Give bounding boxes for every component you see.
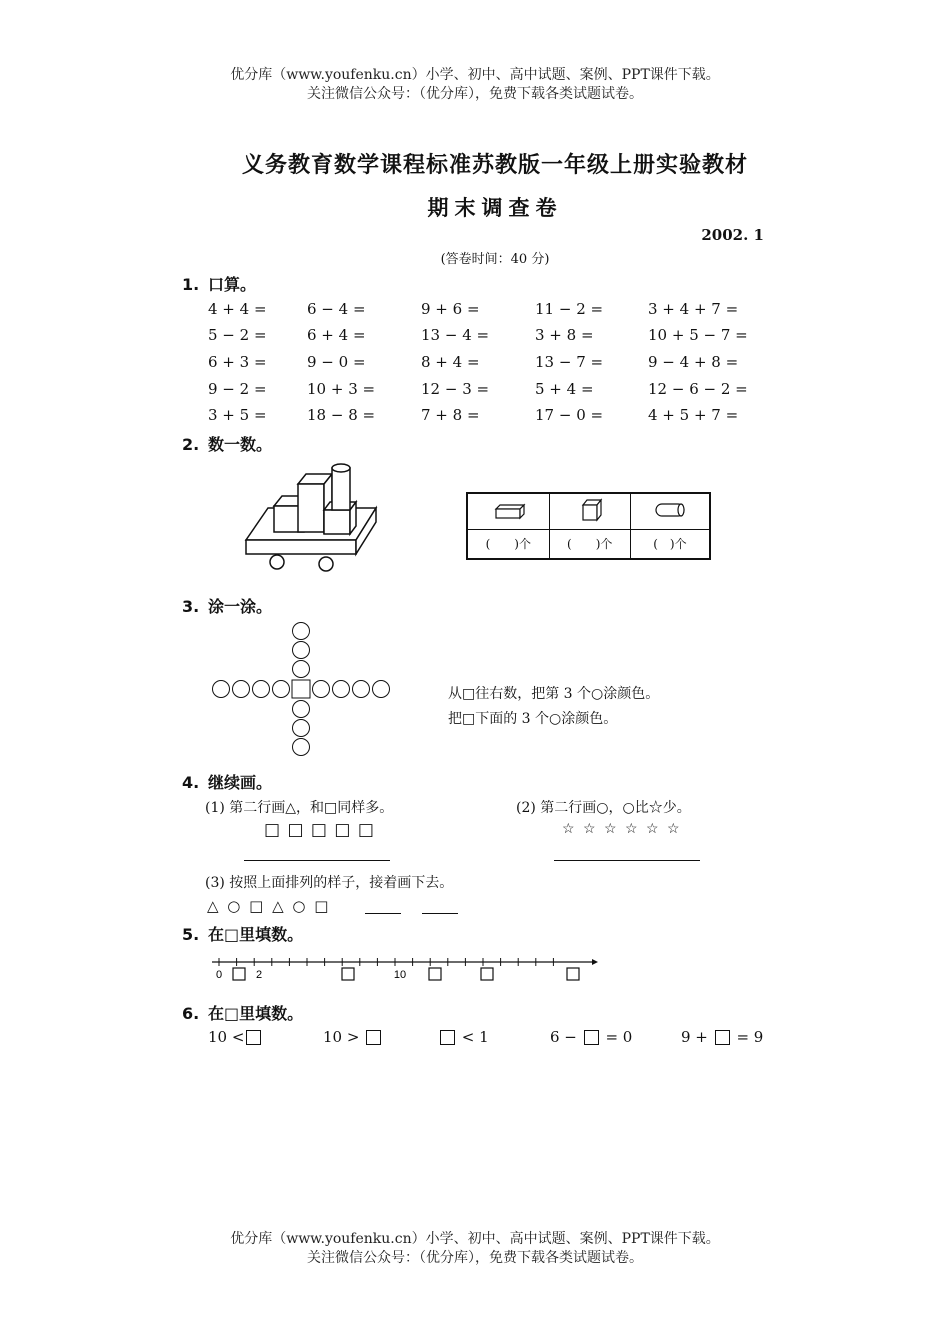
answer-box[interactable] [584,1030,599,1045]
circle-above-3[interactable] [293,661,310,678]
section-4-heading [182,770,272,793]
circle-left-1[interactable] [213,681,230,698]
center-square [292,680,310,698]
draw-q3-pattern: △ ○ □ △ ○ □ [207,897,331,915]
cube-icon [549,493,630,529]
section-number: 6. [182,1004,200,1023]
circle-above-1[interactable] [293,623,310,640]
circle-below-3[interactable] [293,739,310,756]
section-title: 口算。 [208,275,257,294]
calc-item: 9 − 4 + 8 = [648,353,739,371]
section-number: 3. [182,597,200,616]
cross-circles-figure [210,620,395,760]
draw-q1-squares: □ □ □ □ □ [264,820,375,840]
count-cell-cuboid[interactable]: ( )个 [467,529,549,559]
section-5-heading [182,922,303,945]
compare-item-d [550,1028,632,1046]
cuboid-tall-front [298,484,324,532]
section-6-heading [182,1001,303,1024]
circle-right-4[interactable] [373,681,390,698]
calc-item: 18 − 8 = [307,406,376,424]
calc-item: 12 − 3 = [421,380,490,398]
calc-item: 4 + 4 = [208,300,267,318]
circle-right-2[interactable] [333,681,350,698]
calc-item: 13 − 7 = [535,353,604,371]
page-subtitle: 期末调查卷 [427,196,563,220]
count-table [466,492,711,560]
calc-item: 13 − 4 = [421,326,490,344]
block-vehicle-figure [240,458,380,573]
cylinder-body [332,468,350,510]
compare-item-b [323,1028,383,1046]
draw-q1-answer-line[interactable] [244,860,390,861]
draw-q2-stars: ☆ ☆ ☆ ☆ ☆ ☆ [562,821,682,837]
count-cell-cube[interactable]: ( )个 [549,529,630,559]
calc-item: 7 + 8 = [421,406,480,424]
section-title: 数一数。 [208,435,273,454]
calc-item: 9 − 2 = [208,380,267,398]
draw-q3-answer-line-1[interactable] [365,913,401,914]
compare-item-c [438,1028,489,1046]
circle-right-3[interactable] [353,681,370,698]
calc-item: 9 − 0 = [307,353,366,371]
compare-text: = 9 [736,1028,764,1046]
calc-item: 3 + 8 = [535,326,594,344]
draw-q2-label: (2) 第二行画○，○比☆少。 [516,800,691,816]
time-note: (答卷时间：40 分) [440,252,550,267]
answer-box[interactable] [715,1030,730,1045]
number-line-box[interactable] [567,968,579,980]
circle-left-4[interactable] [273,681,290,698]
wheel-right [319,557,333,571]
draw-q2-answer-line[interactable] [554,860,700,861]
circle-left-3[interactable] [253,681,270,698]
calc-item: 4 + 5 + 7 = [648,406,739,424]
section-2-heading [182,432,272,455]
calc-item: 12 − 6 − 2 = [648,380,748,398]
compare-text: 6 − [550,1028,577,1046]
circle-below-2[interactable] [293,720,310,737]
number-line-label-2: 2 [255,969,263,981]
circle-left-2[interactable] [233,681,250,698]
calc-item: 6 + 3 = [208,353,267,371]
number-line-box[interactable] [429,968,441,980]
number-line-label-0: 0 [215,969,223,981]
section-number: 5. [182,925,200,944]
compare-item-a [208,1028,263,1046]
footer-line-2: 关注微信公众号：（优分库），免费下载各类试题试卷。 [307,1250,643,1266]
footer-line-1: 优分库（www.youfenku.cn）小学、初中、高中试题、案例、PPT课件下载。 [230,1231,720,1247]
section-title: 涂一涂。 [208,597,273,616]
number-line-label-10: 10 [393,969,407,981]
compare-text: 10 < [208,1028,245,1046]
compare-text: 10 > [323,1028,360,1046]
calc-item: 10 + 5 − 7 = [648,326,748,344]
number-line-box[interactable] [233,968,245,980]
calc-item: 3 + 4 + 7 = [648,300,739,318]
color-instruction-2: 把□下面的 3 个○涂颜色。 [448,711,618,727]
section-title: 继续画。 [208,773,273,792]
calc-item: 8 + 4 = [421,353,480,371]
calc-item: 5 − 2 = [208,326,267,344]
color-instruction-1: 从□往右数，把第 3 个○涂颜色。 [448,686,660,702]
cube-right-front [324,510,350,534]
circle-right-1[interactable] [313,681,330,698]
circle-below-1[interactable] [293,701,310,718]
section-number: 2. [182,435,200,454]
header-line-2: 关注微信公众号：（优分库），免费下载各类试题试卷。 [307,86,643,102]
cylinder-top [332,464,350,472]
section-title: 在□里填数。 [208,925,304,944]
answer-box[interactable] [440,1030,455,1045]
wheel-left [270,555,284,569]
cylinder-icon [630,493,710,529]
calc-item: 6 + 4 = [307,326,366,344]
number-line-box[interactable] [342,968,354,980]
exam-date: 2002. 1 [701,226,764,244]
answer-box[interactable] [246,1030,261,1045]
compare-text: 9 + [681,1028,708,1046]
compare-item-e [681,1028,763,1046]
draw-q3-answer-line-2[interactable] [422,913,458,914]
number-line-arrow [592,959,598,965]
cuboid-icon [467,493,549,529]
header-line-1: 优分库（www.youfenku.cn）小学、初中、高中试题、案例、PPT课件下载。 [230,67,720,83]
number-line [208,954,600,988]
calc-item: 10 + 3 = [307,380,376,398]
compare-text: < 1 [461,1028,489,1046]
calc-item: 17 − 0 = [535,406,604,424]
draw-q1-label: (1) 第二行画△，和□同样多。 [205,800,394,816]
base-front [246,540,356,554]
page-title: 义务教育数学课程标准苏教版一年级上册实验教材 [241,153,748,178]
number-line-box[interactable] [481,968,493,980]
calc-item: 9 + 6 = [421,300,480,318]
count-cell-cylinder[interactable]: ( )个 [630,529,710,559]
compare-text: = 0 [605,1028,633,1046]
calc-item: 11 − 2 = [535,300,604,318]
calc-item: 3 + 5 = [208,406,267,424]
calc-item: 6 − 4 = [307,300,366,318]
section-1-heading [182,272,256,295]
calc-item: 5 + 4 = [535,380,594,398]
section-number: 1. [182,275,200,294]
section-number: 4. [182,773,200,792]
circle-above-2[interactable] [293,642,310,659]
section-title: 在□里填数。 [208,1004,304,1023]
section-3-heading [182,594,272,617]
draw-q3-label: (3) 按照上面排列的样子，接着画下去。 [205,875,454,891]
answer-box[interactable] [366,1030,381,1045]
